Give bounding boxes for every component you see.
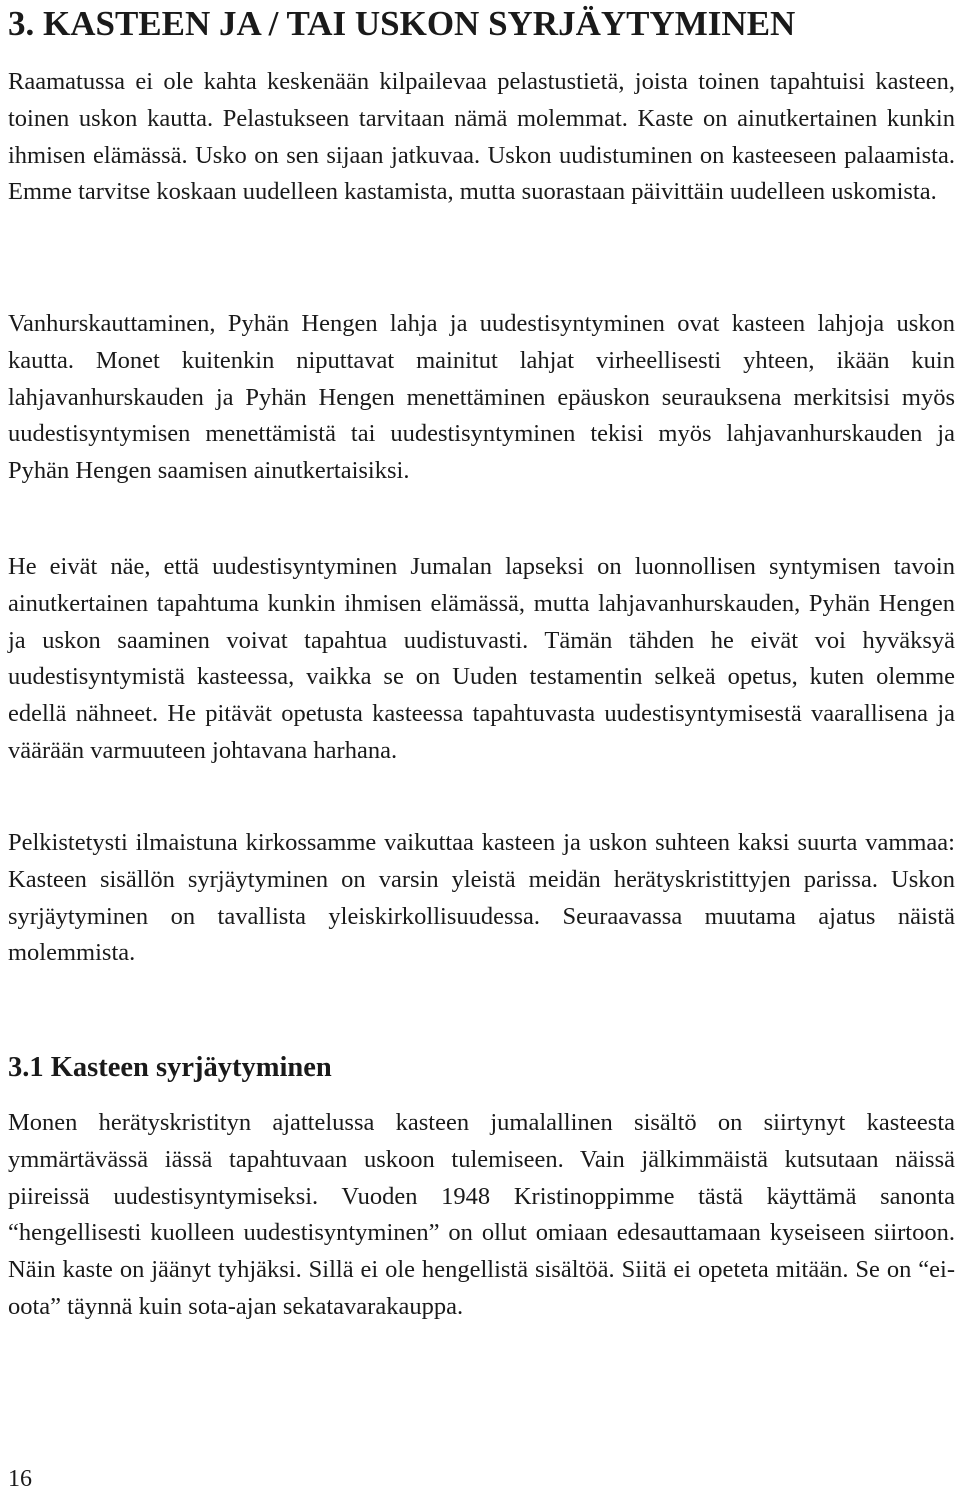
paragraph-3: He eivät näe, että uudestisyntyminen Jumalan lapseksi on luonnollisen syntymisen tavoin ainutkertainen tapahtuma kunkin ihmisen elämässä, mutta lahjavanhurskauden, Pyhän Hengen ja uskon saaminen voivat tapahtua uudistuvasti. Tämän tähden he eivät voi hyväksyä uudestisyntymistä kasteessa, vaikka se on Uuden testamentin selkeä opetus, kuten olemme edellä nähneet. He pitävät opetusta kasteessa tapahtuvasta uudestisyntymisestä vaarallisena ja väärään varmuuteen johtavana harhana. (8, 553, 955, 764)
paragraph-1: Raamatussa ei ole kahta keskenään kilpailevaa pelastustietä, joista toinen tapahtuisi kasteen, toinen uskon kautta. Pelastukseen tarvitaan nämä molemmat. Kaste on ainutkertainen kunkin ihmisen elämässä. Usko on sen sijaan jatkuvaa. Uskon uudistuminen on kasteeseen palaamista. Emme tarvitse koskaan uudelleen kastamista, mutta suorastaan päivittäin uudelleen uskomista. (8, 68, 955, 206)
document-page (8, 0, 955, 1495)
paragraph-2: Vanhurskauttaminen, Pyhän Hengen lahja ja uudestisyntyminen ovat kasteen lahjoja uskon kautta. Monet kuitenkin niputtavat mainitut lahjat virheellisesti yhteen, ikään kuin lahjavanhurskauden ja Pyhän Hengen menettäminen epäuskon seurauksena merkitsisi myös uudestisyntymisen menettämistä tai uudestisyntyminen tekisi myös lahjavanhurskauden ja Pyhän Hengen saamisen ainutkertaisiksi. (8, 310, 955, 485)
section-title: 3.1 Kasteen syrjäytyminen (8, 1052, 332, 1083)
page-number: 16 (8, 1466, 32, 1492)
chapter-title: 3. KASTEEN JA / TAI USKON SYRJÄYTYMINEN (8, 4, 796, 43)
section-paragraph: Monen herätyskristityn ajattelussa kasteen jumalallinen sisältö on siirtynyt kasteesta ymmärtävässä iässä tapahtuvaan uskoon tulemiseen. Vain jälkimmäistä kutsutaan näissä piireissä uudestisyntymiseksi. Vuoden 1948 Kristinoppimme tästä käyttämä sanonta “hengellisesti kuolleen uudestisyntyminen” on ollut omiaan edesauttamaan kyseiseen siirtoon. Näin kaste on jäänyt tyhjäksi. Sillä ei ole hengellistä sisältöä. Siitä ei opeteta mitään. Se on “ei-oota” täynnä kuin sota-ajan sekatavarakauppa. (8, 1109, 955, 1320)
paragraph-4: Pelkistetysti ilmaistuna kirkossamme vaikuttaa kasteen ja uskon suhteen kaksi suurta vammaa: Kasteen sisällön syrjäytyminen on varsin yleistä meidän herätyskristittyjen parissa. Uskon syrjäytyminen on tavallista yleiskirkollisuudessa. Seuraavassa muutama ajatus näistä molemmista. (8, 829, 955, 967)
